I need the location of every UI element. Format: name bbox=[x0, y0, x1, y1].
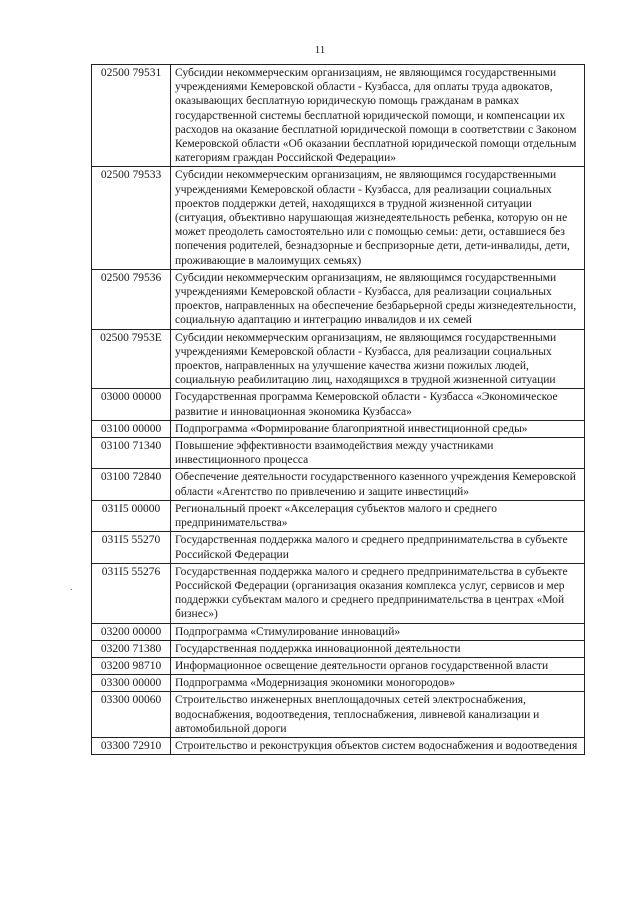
table-row bbox=[92, 65, 585, 167]
table-row bbox=[92, 469, 585, 500]
target-article-code: 03300 72910 bbox=[92, 737, 171, 754]
target-article-name: Региональный проект «Акселерация субъектов малого и среднего предпринимательства» bbox=[171, 500, 585, 531]
target-article-code: 03200 00000 bbox=[92, 623, 171, 640]
target-article-name: Подпрограмма «Модернизация экономики моногородов» bbox=[171, 675, 585, 692]
target-article-name: Субсидии некоммерческим организациям, не являющимся государственными учреждениями Кемеровской области - Кузбасса, для реализации социальных проектов, направленных на улучшение качества жизни пожилых людей, социальную реабилитацию лиц, находящихся в трудной жизненной ситуации bbox=[171, 329, 585, 389]
target-article-code: 03200 98710 bbox=[92, 657, 171, 674]
table-row bbox=[92, 532, 585, 563]
target-article-code: 03100 71340 bbox=[92, 438, 171, 469]
target-article-code: 031I5 55270 bbox=[92, 532, 171, 563]
table-row bbox=[92, 389, 585, 420]
target-article-name: Государственная поддержка малого и среднего предпринимательства в субъекте Российской Федерации bbox=[171, 532, 585, 563]
target-article-name: Государственная поддержка инновационной деятельности bbox=[171, 640, 585, 657]
target-article-name: Строительство инженерных внеплощадочных сетей электроснабжения, водоснабжения, водоотведения, теплоснабжения, ливневой канализации и автомобильной дороги bbox=[171, 692, 585, 738]
target-article-name: Обеспечение деятельности государственного казенного учреждения Кемеровской области «Агентство по привлечению и защите инвестиций» bbox=[171, 469, 585, 500]
target-article-name: Субсидии некоммерческим организациям, не являющимся государственными учреждениями Кемеровской области - Кузбасса, для оплаты труда адвокатов, оказывающих бесплатную юридическую помощь гражданам в рамках государственной системы бесплатной юридической помощи, и компенсации их расходов на оказание бесплатной юридической помощи в соответствии с Законом Кемеровской области «Об оказании бесплатной юридической помощи отдельным категориям граждан Российской Федерации» bbox=[171, 65, 585, 167]
target-article-code: 03200 71380 bbox=[92, 640, 171, 657]
table-row bbox=[92, 657, 585, 674]
target-article-code: 03100 00000 bbox=[92, 420, 171, 437]
target-article-name: Субсидии некоммерческим организациям, не являющимся государственными учреждениями Кемеровской области - Кузбасса, для реализации социальных проектов, направленных на обеспечение безбарьерной среды жизнедеятельности, социальную адаптацию и интеграцию инвалидов и их семей bbox=[171, 269, 585, 329]
target-article-code: 02500 79536 bbox=[92, 269, 171, 329]
table-row bbox=[92, 500, 585, 531]
target-article-code: 03100 72840 bbox=[92, 469, 171, 500]
table-row bbox=[92, 623, 585, 640]
target-article-name: Государственная поддержка малого и среднего предпринимательства в субъекте Российской Федерации (организация оказания комплекса услуг, сервисов и мер поддержки субъектам малого и среднего предпринимательства в центрах «Мой бизнес») bbox=[171, 563, 585, 623]
table-row bbox=[92, 563, 585, 623]
target-article-code: 031I5 00000 bbox=[92, 500, 171, 531]
target-article-code: 03000 00000 bbox=[92, 389, 171, 420]
table-row bbox=[92, 675, 585, 692]
stray-mark: . bbox=[70, 582, 73, 593]
target-article-code: 02500 79533 bbox=[92, 167, 171, 269]
target-article-name: Информационное освещение деятельности органов государственной власти bbox=[171, 657, 585, 674]
table-row bbox=[92, 167, 585, 269]
target-article-code: 02500 79531 bbox=[92, 65, 171, 167]
table-body bbox=[92, 65, 585, 755]
target-article-name: Субсидии некоммерческим организациям, не являющимся государственными учреждениями Кемеровской области - Кузбасса, для реализации социальных проектов поддержки детей, находящихся в трудной жизненной ситуации (ситуация, объективно нарушающая жизнедеятельность ребенка, которую он не может преодолеть самостоятельно или с помощью семьи: дети, оставшиеся без попечения родителей, безнадзорные и беспризорные дети, дети-инвалиды, дети, проживающие в малоимущих семьях) bbox=[171, 167, 585, 269]
target-article-name: Повышение эффективности взаимодействия между участниками инвестиционного процесса bbox=[171, 438, 585, 469]
table-row bbox=[92, 329, 585, 389]
target-article-code: 03300 00060 bbox=[92, 692, 171, 738]
table-row bbox=[92, 692, 585, 738]
target-article-code: 03300 00000 bbox=[92, 675, 171, 692]
table-row bbox=[92, 438, 585, 469]
page-number: 11 bbox=[314, 44, 326, 56]
table-row bbox=[92, 420, 585, 437]
target-article-code: 02500 7953E bbox=[92, 329, 171, 389]
table-row bbox=[92, 269, 585, 329]
target-article-name: Подпрограмма «Стимулирование инноваций» bbox=[171, 623, 585, 640]
target-article-name: Подпрограмма «Формирование благоприятной инвестиционной среды» bbox=[171, 420, 585, 437]
table-row bbox=[92, 737, 585, 754]
table-row bbox=[92, 640, 585, 657]
target-article-name: Строительство и реконструкция объектов систем водоснабжения и водоотведения bbox=[171, 737, 585, 754]
target-article-name: Государственная программа Кемеровской области - Кузбасса «Экономическое развитие и инновационная экономика Кузбасса» bbox=[171, 389, 585, 420]
budget-classification-table bbox=[91, 64, 585, 755]
target-article-code: 031I5 55276 bbox=[92, 563, 171, 623]
